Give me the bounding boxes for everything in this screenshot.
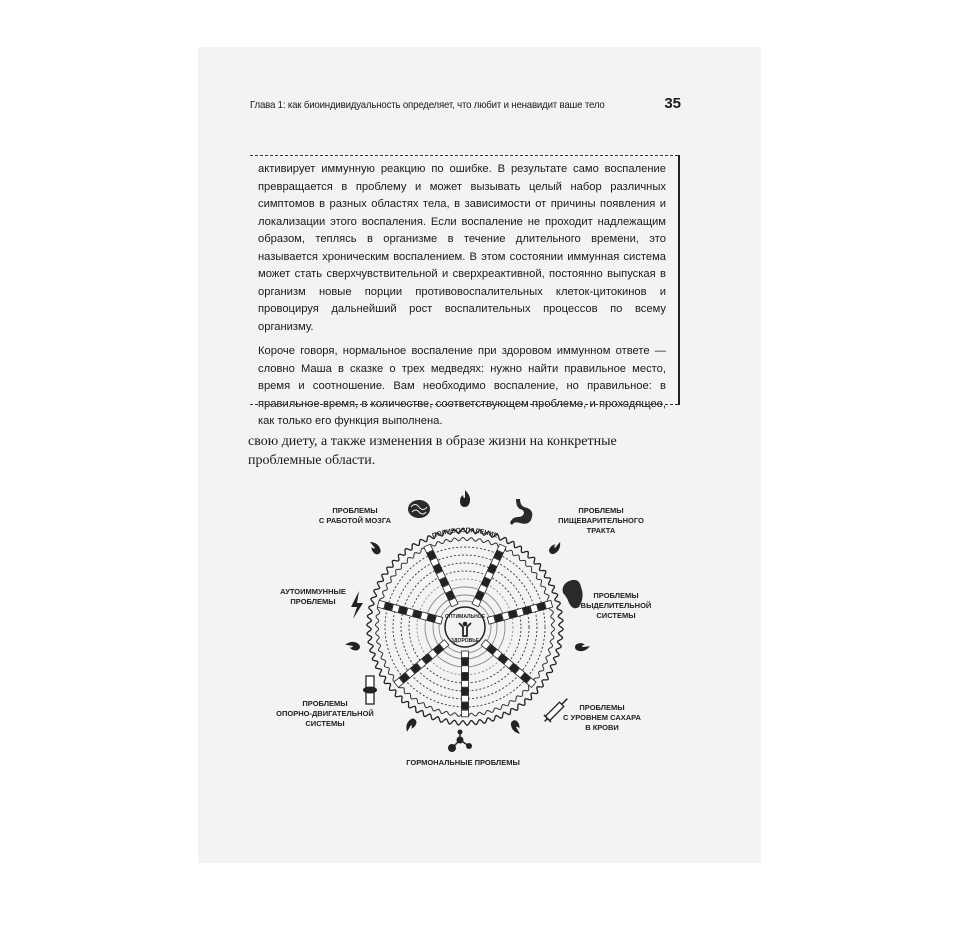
spoke-segment: [420, 612, 428, 620]
running-head: Глава 1: как биоиндивидуальность определяет, что любит и ненавидит ваше тело: [250, 99, 605, 111]
spoke-segment: [462, 688, 469, 695]
spoke-segment: [487, 616, 495, 624]
spoke-segment: [462, 695, 469, 702]
spoke-segment: [462, 658, 469, 665]
kidney-icon: [563, 580, 583, 608]
spoke: [472, 544, 506, 607]
flame-icon: [367, 539, 383, 556]
spoke-segment: [406, 608, 414, 616]
page-number: 35: [664, 95, 681, 112]
sidebar-text: [258, 161, 666, 438]
spoke-segment: [516, 608, 524, 616]
spoke-segment: [462, 651, 469, 658]
center-label-top: ОПТИМАЛЬНОЕ: [445, 614, 485, 620]
molecule-icon: [448, 730, 472, 753]
sidebar-paragraph: Короче говоря, нормальное воспаление при здоровом иммунном ответе — словно Маша в сказке о трех медведях: нужно найти правильное место, время и соотношение. Вам необходимо воспаление, но правильное: в правильное время, в количестве, соответствующем проблеме, и проходящее, как только его функция выполнена.: [258, 345, 666, 427]
spoke-segment: [462, 673, 469, 680]
spoke-segment: [413, 610, 421, 618]
spoke: [487, 600, 552, 624]
inflammation-diagram: [198, 477, 761, 787]
spoke: [377, 600, 442, 624]
spoke-segment: [530, 604, 538, 612]
inflammation-wheel: [367, 527, 563, 725]
label-musculoskeletal: ПРОБЛЕМЫ ОПОРНО-ДВИГАТЕЛЬНОЙ СИСТЕМЫ: [276, 699, 374, 728]
spoke-segment: [427, 614, 435, 622]
sidebar-box: [250, 155, 680, 427]
spoke-segment: [509, 610, 517, 618]
flame-icon: [344, 641, 360, 652]
spoke-segment: [385, 602, 393, 610]
spoke-segment: [462, 710, 469, 717]
flame-icon: [403, 717, 418, 734]
sidebar-paragraph: активирует иммунную реакцию по ошибке. В результате само воспаление превращается в проблему и может вызывать целый набор различных симптомов в разных областях тела, в зависимости от причины появления и локализации этого воспаления. Если воспаление не проходит надлежащим образом, теплясь в организме в течение длительного времени, это называется хроническим воспалением. В этом состоянии иммунная система может стать сверхчувствительной и сверхреактивной, постоянно выпуская в организм новые порции противовоспалительных клеток-цитокинов и провоцируя дальнейший рост воспалительных процессов по всему организму.: [258, 163, 666, 333]
spoke-segment: [462, 681, 469, 688]
spoke-segment: [502, 612, 510, 620]
label-digestive: ПРОБЛЕМЫ ПИЩЕВАРИТЕЛЬНОГО ТРАКТА: [558, 506, 644, 535]
flame-icon: [547, 539, 563, 556]
flame-icon: [509, 719, 524, 736]
flame-icon: [575, 642, 591, 651]
spoke-segment: [377, 600, 385, 608]
spoke: [462, 651, 469, 717]
flame-icon: [460, 490, 470, 507]
joint-icon: [363, 676, 377, 704]
spoke-segment: [523, 606, 531, 614]
lightning-icon: [351, 591, 363, 619]
spoke: [394, 640, 449, 688]
brain-icon: [408, 500, 430, 518]
spoke-segment: [494, 614, 502, 622]
label-excretory: ПРОБЛЕМЫ ВЫДЕЛИТЕЛЬНОЙ СИСТЕМЫ: [580, 591, 652, 620]
spoke-segment: [462, 703, 469, 710]
spoke-segment: [544, 600, 552, 608]
book-page: [198, 47, 761, 863]
spoke: [424, 544, 458, 607]
spoke-segment: [462, 666, 469, 673]
label-brain: ПРОБЛЕМЫ С РАБОТОЙ МОЗГА: [318, 506, 392, 525]
dashed-rule-top: [250, 155, 678, 156]
label-blood-sugar: ПРОБЛЕМЫ С УРОВНЕМ САХАРА В КРОВИ: [563, 703, 641, 732]
dashed-rule-bottom: [250, 404, 678, 405]
label-hormonal: ГОРМОНАЛЬНЫЕ ПРОБЛЕМЫ: [406, 758, 520, 767]
label-autoimmune: АУТОИММУННЫЕ ПРОБЛЕМЫ: [280, 587, 346, 606]
spoke-segment: [435, 616, 443, 624]
center-label-bottom: ЗДОРОВЬЕ: [450, 638, 480, 644]
spoke-segment: [399, 606, 407, 614]
spoke-segment: [537, 602, 545, 610]
person-icon: [463, 622, 468, 627]
stomach-icon: [510, 499, 532, 525]
ring-label: ПОЛИВОСПАЛЕНИЕ: [431, 527, 499, 540]
spoke-segment: [392, 604, 400, 612]
body-paragraph: свою диету, а также изменения в образе жизни на конкретные проблемные области.: [248, 434, 617, 468]
